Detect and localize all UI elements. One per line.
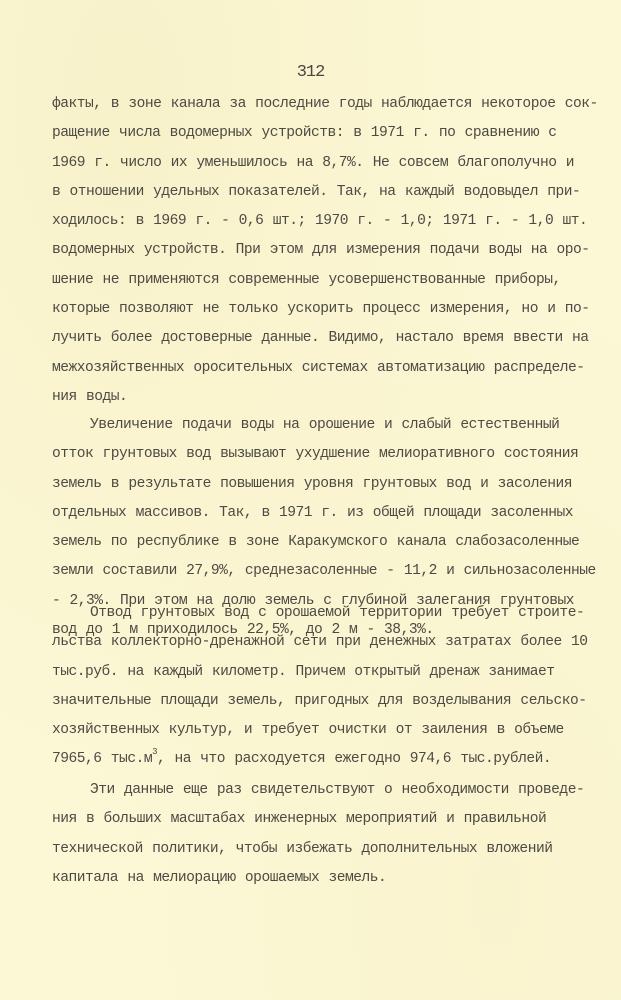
text-line: хозяйственных культур, и требует очистки от заиления в объеме (52, 722, 564, 739)
text-line: капитала на мелиорацию орошаемых земель. (52, 869, 387, 886)
text-line: льства коллекторно-дренажной сети при денежных затратах более 10 (52, 634, 588, 651)
text-line: земель по республике в зоне Каракумского канала слабозасоленные (52, 534, 580, 551)
text-line: Эти данные еще раз свидетельствуют о необходимости проведе- (90, 782, 585, 798)
text-line: ния воды. (52, 388, 128, 405)
text-fragment: 7965,6 тыс.м (52, 751, 153, 768)
text-line: шение не применяются современные усовершенствованные приборы, (52, 271, 561, 288)
text-line: отток грунтовых вод вызывают ухудшение мелиоративного состояния (52, 446, 579, 463)
text-line: в отношении удельных показателей. Так, на каждый водовыдел при- (52, 183, 581, 200)
text-line: значительные площади земель, пригодных для возделывания сельско- (52, 692, 587, 709)
text-line-with-superscript (52, 745, 592, 774)
text-line: факты, в зоне канала за последние годы наблюдается некоторое сок- (52, 96, 598, 112)
text-fragment: , на что расходуется ежегодно 974,6 тыс.рублей. (157, 751, 552, 768)
paragraph-4 (52, 776, 592, 893)
text-line: Увеличение подачи воды на орошение и слабый естественный (90, 417, 560, 433)
paragraph-3 (52, 599, 592, 775)
text-line: технической политики, чтобы избежать дополнительных вложений (52, 840, 553, 857)
text-line: ния в больших масштабах инженерных мероприятий и правильной (52, 811, 547, 828)
text-line: лучить более достоверные данные. Видимо, настало время ввести на (52, 330, 589, 347)
text-line: водомерных устройств. При этом для измерения подачи воды на оро- (52, 242, 590, 259)
text-line: земель в результате повышения уровня грунтовых вод и засоления (52, 475, 572, 492)
text-line: ращение числа водомерных устройств: в 1971 г. по сравнению с (52, 125, 557, 142)
text-line: отдельных массивов. Так, в 1971 г. из общей площади засоленных (52, 504, 573, 521)
superscript: 3 (152, 747, 157, 758)
text-line: земли составили 27,9%, среднезасоленные - 11,2 и сильнозасоленные (52, 563, 596, 580)
text-line: ходилось: в 1969 г. - 0,6 шт.; 1970 г. - 1,0; 1971 г. - 1,0 шт. (52, 213, 588, 230)
text-line: 1969 г. число их уменьшилось на 8,7%. Не совсем благополучно и (52, 154, 574, 171)
text-line: вод до 1 м приходилось 22,5%, до 2 м - 38,3%. (52, 622, 434, 639)
paragraph-1 (52, 90, 598, 412)
text-line: межхозяйственных оросительных системах автоматизацию распределе- (52, 359, 585, 376)
page-number: 312 (296, 63, 325, 82)
text-line: которые позволяют не только ускорить процесс измерения, но и по- (52, 301, 590, 318)
text-line: - 2,3%. При этом на долю земель с глубиной залегания грунтовых (52, 592, 574, 609)
text-line: Отвод грунтовых вод с орошаемой территории требует строите- (90, 605, 585, 621)
text-line: тыс.руб. на каждый километр. Причем открытый дренаж занимает (52, 663, 555, 680)
